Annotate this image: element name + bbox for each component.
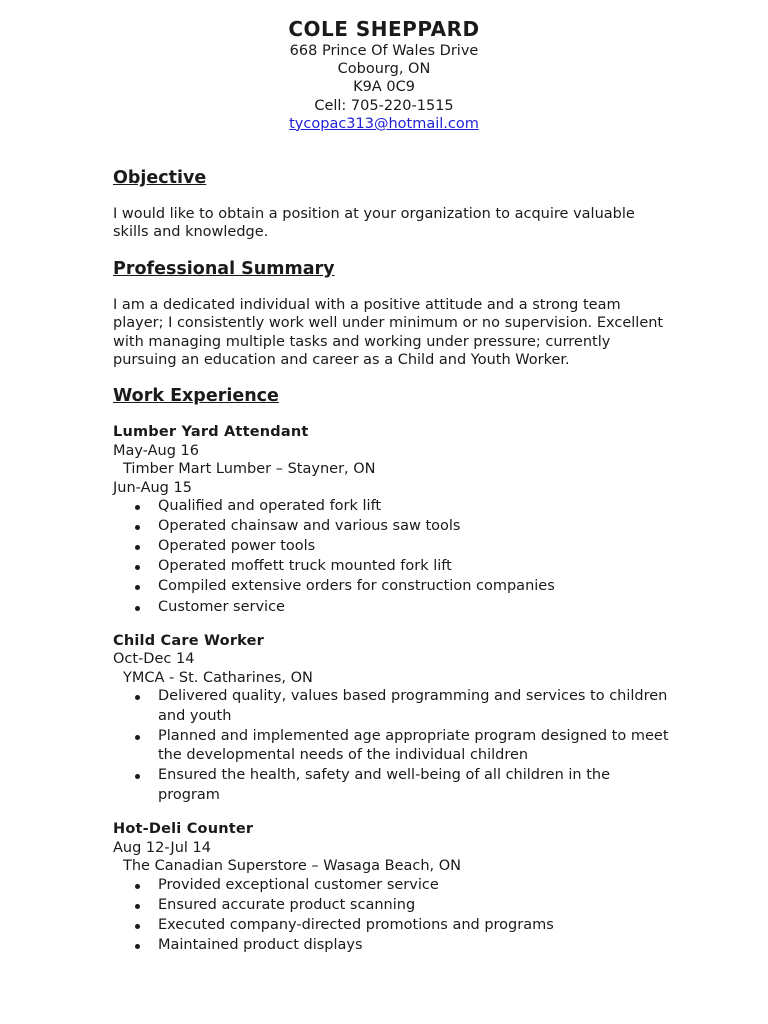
list-item: Provided exceptional customer service — [113, 876, 673, 896]
bullet-icon — [135, 695, 140, 700]
job-duties-list — [113, 687, 673, 805]
job-dates-secondary: Jun-Aug 15 — [113, 479, 192, 496]
bullet-icon — [135, 525, 140, 530]
bullet-icon — [135, 884, 140, 889]
list-item: Qualified and operated fork lift — [113, 497, 673, 517]
job-dates: Oct-Dec 14 — [113, 651, 195, 668]
job-title: Child Care Worker — [113, 633, 265, 650]
cell-phone: Cell: 705-220-1515 — [314, 97, 454, 114]
bullet-icon — [135, 606, 140, 611]
bullet-icon — [135, 924, 140, 929]
list-item: Ensured accurate product scanning — [113, 896, 673, 916]
job-employer: Timber Mart Lumber – Stayner, ON — [123, 461, 376, 478]
objective-text: I would like to obtain a position at your organization to acquire valuable skills and knowledge. — [113, 206, 635, 241]
resume-header — [0, 16, 768, 133]
list-item: Executed company-directed promotions and programs — [113, 916, 673, 936]
job-title: Lumber Yard Attendant — [113, 424, 309, 441]
email-link[interactable]: tycopac313@hotmail.com — [289, 115, 479, 132]
resume-body — [113, 166, 673, 956]
bullet-icon — [135, 585, 140, 590]
bullet-icon — [135, 565, 140, 570]
address-postal-code: K9A 0C9 — [353, 79, 415, 96]
job-entry — [113, 632, 673, 805]
address-city: Cobourg, ON — [337, 61, 431, 78]
bullet-icon — [135, 545, 140, 550]
bullet-icon — [135, 774, 140, 779]
candidate-name: COLE SHEPPARD — [288, 17, 480, 41]
job-title: Hot-Deli Counter — [113, 821, 254, 838]
job-dates: Aug 12-Jul 14 — [113, 839, 211, 856]
bullet-icon — [135, 944, 140, 949]
job-duties-list — [113, 876, 673, 956]
job-entry — [113, 423, 673, 617]
list-item: Planned and implemented age appropriate program designed to meet the developmental needs of the individual children — [113, 727, 673, 766]
list-item: Operated power tools — [113, 537, 673, 557]
job-dates: May-Aug 16 — [113, 442, 200, 459]
list-item: Ensured the health, safety and well-being of all children in the program — [113, 766, 673, 805]
job-duties-list — [113, 497, 673, 617]
summary-text: I am a dedicated individual with a positive attitude and a strong team player; I consistently work well under minimum or no supervision. Excellent with managing multiple tasks and working under pressure; currently pursuing an education and career as a Child and Youth Worker. — [113, 296, 664, 369]
list-item: Operated moffett truck mounted fork lift — [113, 557, 673, 577]
experience-heading: Work Experience — [113, 386, 279, 407]
summary-heading: Professional Summary — [113, 258, 335, 279]
list-item: Operated chainsaw and various saw tools — [113, 517, 673, 537]
job-entry — [113, 820, 673, 955]
list-item: Maintained product displays — [113, 936, 673, 956]
bullet-icon — [135, 904, 140, 909]
list-item: Delivered quality, values based programming and services to children and youth — [113, 687, 673, 726]
address-street: 668 Prince Of Wales Drive — [289, 43, 479, 59]
job-employer: The Canadian Superstore – Wasaga Beach, ON — [123, 858, 462, 875]
bullet-icon — [135, 735, 140, 740]
list-item: Customer service — [113, 598, 673, 618]
bullet-icon — [135, 505, 140, 510]
job-employer: YMCA - St. Catharines, ON — [123, 669, 313, 686]
objective-heading: Objective — [113, 168, 207, 188]
list-item: Compiled extensive orders for construction companies — [113, 577, 673, 597]
